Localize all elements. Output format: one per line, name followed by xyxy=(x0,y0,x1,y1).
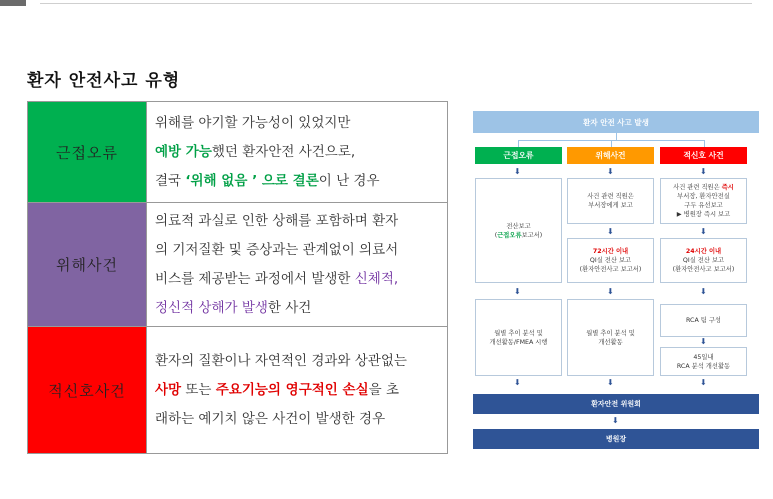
text-segment: 전산보고 ( xyxy=(494,222,531,239)
text-segment: 비스를 제공받는 과정에서 발생한 xyxy=(155,270,355,287)
text-segment: QI실 전산 보고 (환자안전사고 보고서) xyxy=(579,257,642,273)
text-segment: ‘위해 없음 ’ 으로 결론 xyxy=(185,172,319,189)
table-row xyxy=(28,203,447,327)
down-arrow-icon: ⬇ xyxy=(700,227,707,236)
text-segment: 환자의 질환이나 자연적인 경과와 상관없는 xyxy=(155,352,407,369)
flow-connector xyxy=(518,140,519,147)
down-arrow-icon: ⬇ xyxy=(700,337,707,346)
down-arrow-icon: ⬇ xyxy=(514,378,521,387)
text-segment: 72시간 이내 xyxy=(592,248,629,255)
down-arrow-icon: ⬇ xyxy=(700,378,707,387)
down-arrow-icon: ⬇ xyxy=(607,287,614,296)
flow-head-near-miss: 근접오류 xyxy=(475,147,562,164)
description-line xyxy=(155,109,439,138)
incident-type-table xyxy=(27,101,448,454)
flow-box-near-miss-report xyxy=(475,178,562,283)
text-segment: 근접오류 xyxy=(497,231,522,239)
flow-hospital-director: 병원장 xyxy=(473,429,759,449)
table-row xyxy=(28,102,447,203)
flow-box-rca-team: RCA 팀 구성 xyxy=(660,304,747,337)
flow-box-sentinel-24h xyxy=(660,238,747,283)
reporting-flowchart xyxy=(473,111,763,457)
text-segment: 이 난 경우 xyxy=(318,172,380,189)
flow-box-sentinel-immediate xyxy=(660,178,747,224)
description-line xyxy=(155,347,439,376)
type-description xyxy=(147,102,447,202)
description-line xyxy=(155,376,439,405)
flow-connector xyxy=(704,140,705,147)
table-row xyxy=(28,327,447,453)
text-segment: 결국 xyxy=(155,172,186,189)
text-segment: 보고서) xyxy=(521,231,543,239)
text-segment: 24시간 이내 xyxy=(685,248,722,255)
text-segment: 래하는 예기치 않은 사건이 발생한 경우 xyxy=(155,410,386,427)
text-segment: 위해를 야기할 가능성이 있었지만 xyxy=(155,114,351,131)
text-segment: 의료적 과실로 인한 상해를 포함하며 환자 xyxy=(155,212,399,229)
box-text xyxy=(673,247,735,274)
flow-box-adverse-72h xyxy=(567,238,654,283)
text-segment: 주요기능의 영구적인 손실 xyxy=(215,381,369,398)
flow-box-near-miss-analysis: 월별 추이 분석 및 개선활동/FMEA 시행 xyxy=(475,299,562,376)
down-arrow-icon: ⬇ xyxy=(607,378,614,387)
text-segment: 즉시 xyxy=(721,184,734,191)
down-arrow-icon: ⬇ xyxy=(607,167,614,176)
text-segment: QI실 전산 보고 (환자안전사고 보고서) xyxy=(672,257,735,273)
text-segment: 신체적, xyxy=(354,270,399,287)
down-arrow-icon: ⬇ xyxy=(514,287,521,296)
type-label: 위해사건 xyxy=(28,203,147,326)
down-arrow-icon: ⬇ xyxy=(700,287,707,296)
flow-connector xyxy=(616,133,617,140)
text-segment: 예방 가능 xyxy=(155,143,212,160)
box-text xyxy=(673,183,734,219)
flow-head-sentinel-event: 적신호 사건 xyxy=(660,147,747,164)
description-line xyxy=(155,265,439,294)
flow-box-adverse-report-manager: 사건 관련 직원은 부서장에게 보고 xyxy=(567,178,654,224)
box-text xyxy=(495,222,543,240)
text-segment: 정신적 상해가 발생 xyxy=(155,299,268,316)
top-rule xyxy=(40,3,752,4)
corner-mark xyxy=(0,0,26,6)
flow-box-rca-45days: 45일내 RCA 분석 개선활동 xyxy=(660,347,747,376)
type-description xyxy=(147,203,447,326)
description-line xyxy=(155,138,439,167)
type-label: 적신호사건 xyxy=(28,327,147,453)
down-arrow-icon: ⬇ xyxy=(607,227,614,236)
description-line xyxy=(155,236,439,265)
description-line xyxy=(155,405,439,434)
description-line xyxy=(155,167,439,196)
box-text xyxy=(580,247,642,274)
text-segment: 부서장, 환자안전실 구두 유선보고 ▶ 병원장 즉시 보고 xyxy=(676,193,731,218)
description-line xyxy=(155,294,439,323)
down-arrow-icon: ⬇ xyxy=(514,167,521,176)
text-segment: 사건 관련 직원은 xyxy=(673,184,722,191)
down-arrow-icon: ⬇ xyxy=(612,416,619,425)
text-segment: 사망 xyxy=(155,381,182,398)
type-label: 근접오류 xyxy=(28,102,147,202)
flow-top-incident: 환자 안전 사고 발생 xyxy=(473,111,759,133)
section-title: 환자 안전사고 유형 xyxy=(27,71,181,91)
flow-head-adverse-event: 위해사건 xyxy=(567,147,654,164)
description-line xyxy=(155,207,439,236)
type-description xyxy=(147,327,447,453)
text-segment: 또는 xyxy=(181,381,216,398)
text-segment: 한 사건 xyxy=(267,299,312,316)
flow-connector xyxy=(611,140,612,147)
flow-box-adverse-analysis: 월별 추이 분석 및 개선활동 xyxy=(567,299,654,376)
down-arrow-icon: ⬇ xyxy=(700,167,707,176)
text-segment: 했던 환자안전 사건으로, xyxy=(211,143,356,160)
text-segment: 을 초 xyxy=(368,381,399,398)
text-segment: 의 기저질환 및 증상과는 관계없이 의료서 xyxy=(155,241,399,258)
flow-patient-safety-committee: 환자안전 위원회 xyxy=(473,394,759,414)
